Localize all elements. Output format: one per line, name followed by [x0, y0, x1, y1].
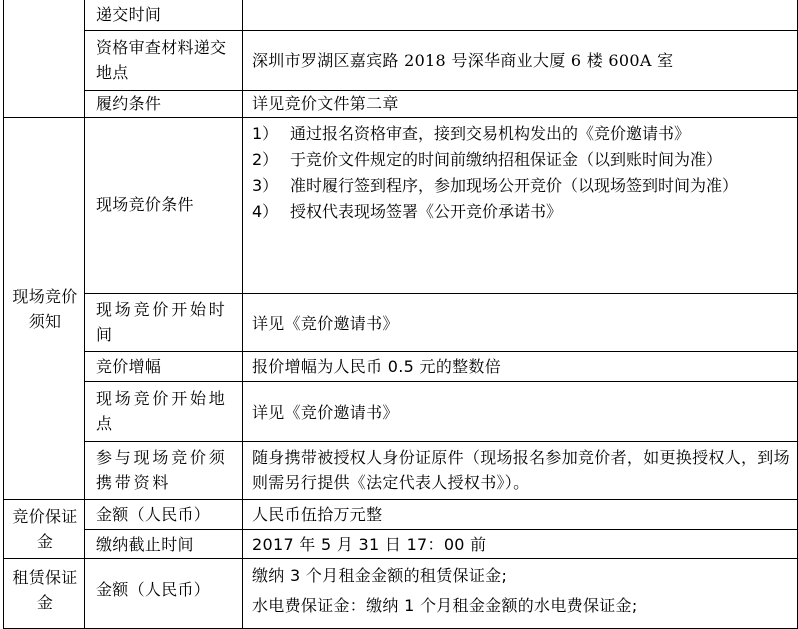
- increment-label: 竞价增幅: [96, 357, 162, 376]
- condition-text: 通过报名资格审查，接到交易机构发出的《竞价邀请书》: [290, 124, 691, 143]
- condition-number: 2）: [252, 150, 279, 169]
- submit-place-label: 资格审查材料递交地点: [96, 38, 227, 82]
- onsite-section-cell: [3, 118, 85, 500]
- condition-item: [252, 173, 789, 199]
- bid-deposit-section-label: 竞价保证金: [12, 507, 78, 551]
- condition-item: [252, 199, 789, 225]
- bid-deposit-section-cell: [3, 500, 85, 559]
- rental-deposit-section-label: 租赁保证金: [12, 568, 78, 612]
- condition-item: [252, 121, 789, 147]
- condition-text: 准时履行签到程序，参加现场公开竞价（以现场签到时间为准）: [290, 176, 739, 195]
- condition-text: 授权代表现场签署《公开竞价承诺书》: [290, 202, 563, 221]
- conditions-label: 现场竞价条件: [96, 195, 194, 214]
- performance-value-cell: [243, 91, 798, 118]
- condition-text: 于竞价文件规定的时间前缴纳招租保证金（以到账时间为准）: [290, 150, 723, 169]
- bid-deadline-label-cell: [85, 530, 243, 559]
- utility-deposit-line2: 水电费保证金：缴纳 1 个月租金金额的水电费保证金;: [252, 596, 638, 615]
- start-place-value-cell: [243, 382, 798, 442]
- start-time-value-cell: [243, 294, 798, 352]
- performance-label-cell: [85, 91, 243, 118]
- onsite-section-label: 现场竞价须知: [12, 287, 78, 331]
- bid-amount-label-cell: [85, 500, 243, 530]
- materials-label: 参与现场竞价须携带资料: [96, 448, 228, 492]
- start-time-label: 现场竞价开始时间: [96, 300, 228, 344]
- bid-amount-value: 人民币伍拾万元整: [252, 505, 383, 524]
- bid-amount-label: 金额（人民币）: [96, 505, 211, 524]
- materials-label-cell: [85, 442, 243, 500]
- condition-number: 3）: [252, 176, 279, 195]
- submit-time-label: 递交时间: [96, 5, 162, 24]
- tender-info-table: [3, 0, 798, 619]
- increment-label-cell: [85, 352, 243, 382]
- submit-place-value-cell: [243, 31, 798, 91]
- condition-item: [252, 147, 789, 173]
- start-time-value: 详见《竞价邀请书》: [252, 314, 399, 333]
- bid-deadline-value: 2017 年 5 月 31 日 17：00 前: [252, 535, 487, 554]
- conditions-label-cell: [85, 118, 243, 294]
- increment-value-cell: [243, 352, 798, 382]
- start-time-label-cell: [85, 294, 243, 352]
- condition-number: 4）: [252, 202, 279, 221]
- start-place-label: 现场竞价开始地点: [96, 389, 228, 433]
- rental-amount-label: 金额（人民币）: [96, 580, 211, 599]
- conditions-list: [252, 121, 789, 225]
- submit-time-label-cell: [85, 0, 243, 31]
- start-place-value: 详见《竞价邀请书》: [252, 403, 399, 422]
- start-place-label-cell: [85, 382, 243, 442]
- bid-deadline-value-cell: [243, 530, 798, 559]
- bid-amount-value-cell: [243, 500, 798, 530]
- rental-deposit-line1: 缴纳 3 个月租金金额的租赁保证金;: [252, 566, 508, 585]
- materials-value: 随身携带被授权人身份证原件（现场报名参加竞价者，如更换授权人，到场则需另行提供《法定代表人授权书》）。: [252, 448, 790, 492]
- performance-label: 履约条件: [96, 94, 162, 113]
- submit-time-value-cell: [243, 0, 798, 31]
- prev-section-cell: [3, 0, 85, 118]
- submit-place-value: 深圳市罗湖区嘉宾路 2018 号深华商业大厦 6 楼 600A 室: [252, 51, 674, 70]
- performance-value: 详见竞价文件第二章: [252, 94, 399, 113]
- submit-place-label-cell: [85, 31, 243, 91]
- increment-value: 报价增幅为人民币 0.5 元的整数倍: [252, 357, 502, 376]
- condition-number: 1）: [252, 124, 279, 143]
- bid-deadline-label: 缴纳截止时间: [96, 535, 194, 554]
- conditions-value-cell: [243, 118, 798, 294]
- materials-value-cell: [243, 442, 798, 500]
